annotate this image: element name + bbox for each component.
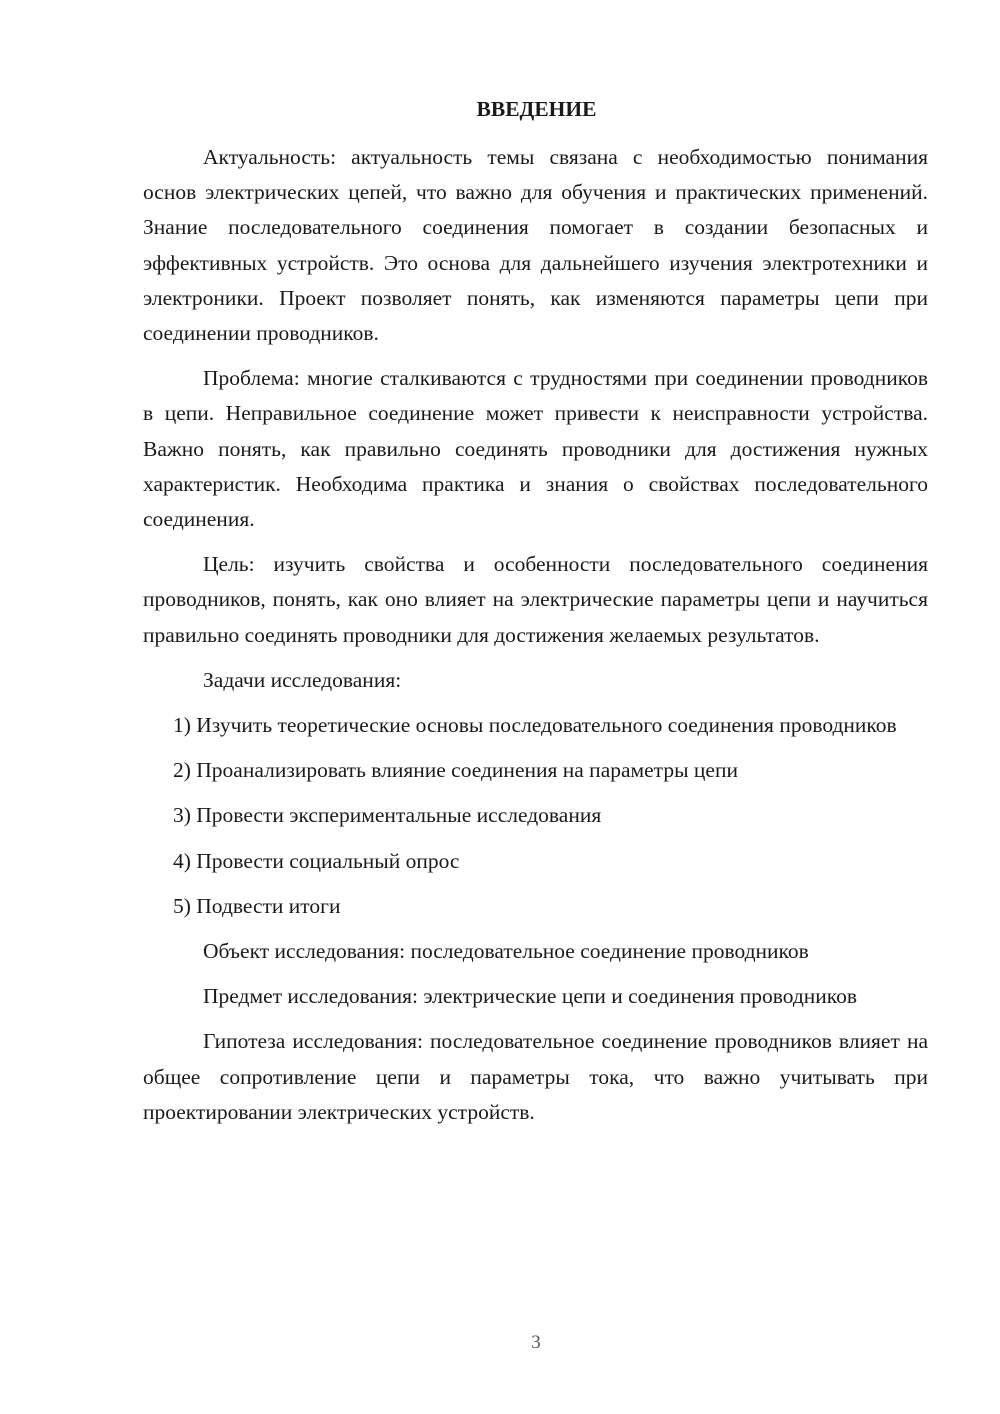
task-item-1: 1) Изучить теоретические основы последовательного соединения проводников [173,713,897,738]
task-item-5: 5) Подвести итоги [173,893,341,918]
section-heading: ВВЕДЕНИЕ [476,97,597,121]
task-item-4: 4) Провести социальный опрос [173,848,460,873]
goal-paragraph: Цель: изучить свойства и особенности последовательного соединения проводников, понять, как оно влияет на электрические параметры цепи и научиться правильно соединять проводники для достижения желаемых результатов. [143,552,928,647]
subject-paragraph: Предмет исследования: электрические цепи и соединения проводников [203,984,858,1009]
page-content [143,92,928,1140]
problem-paragraph: Проблема: многие сталкиваются с трудностями при соединении проводников в цепи. Неправильное соединение может привести к неисправности устройства. Важно понять, как правильно соединять проводники для достижения нужных характеристик. Необходима практика и знания о свойствах последовательного соединения. [143,366,928,532]
hypothesis-paragraph: Гипотеза исследования: последовательное соединение проводников влияет на общее сопротивление цепи и параметры тока, что важно учитывать при проектировании электрических устройств. [143,1029,928,1124]
page-number: 3 [531,1332,541,1353]
relevance-paragraph: Актуальность: актуальность темы связана с необходимостью понимания основ электрических цепей, что важно для обучения и практических применений. Знание последовательного соединения помогает в создании безопасных и эффективных устройств. Это основа для дальнейшего изучения электротехники и электроники. Проект позволяет понять, как изменяются параметры цепи при соединении проводников. [143,145,928,346]
task-item-2: 2) Проанализировать влияние соединения на параметры цепи [173,758,738,783]
object-paragraph: Объект исследования: последовательное соединение проводников [203,939,809,964]
task-item-3: 3) Провести экспериментальные исследования [173,803,602,828]
tasks-heading: Задачи исследования: [203,667,402,692]
